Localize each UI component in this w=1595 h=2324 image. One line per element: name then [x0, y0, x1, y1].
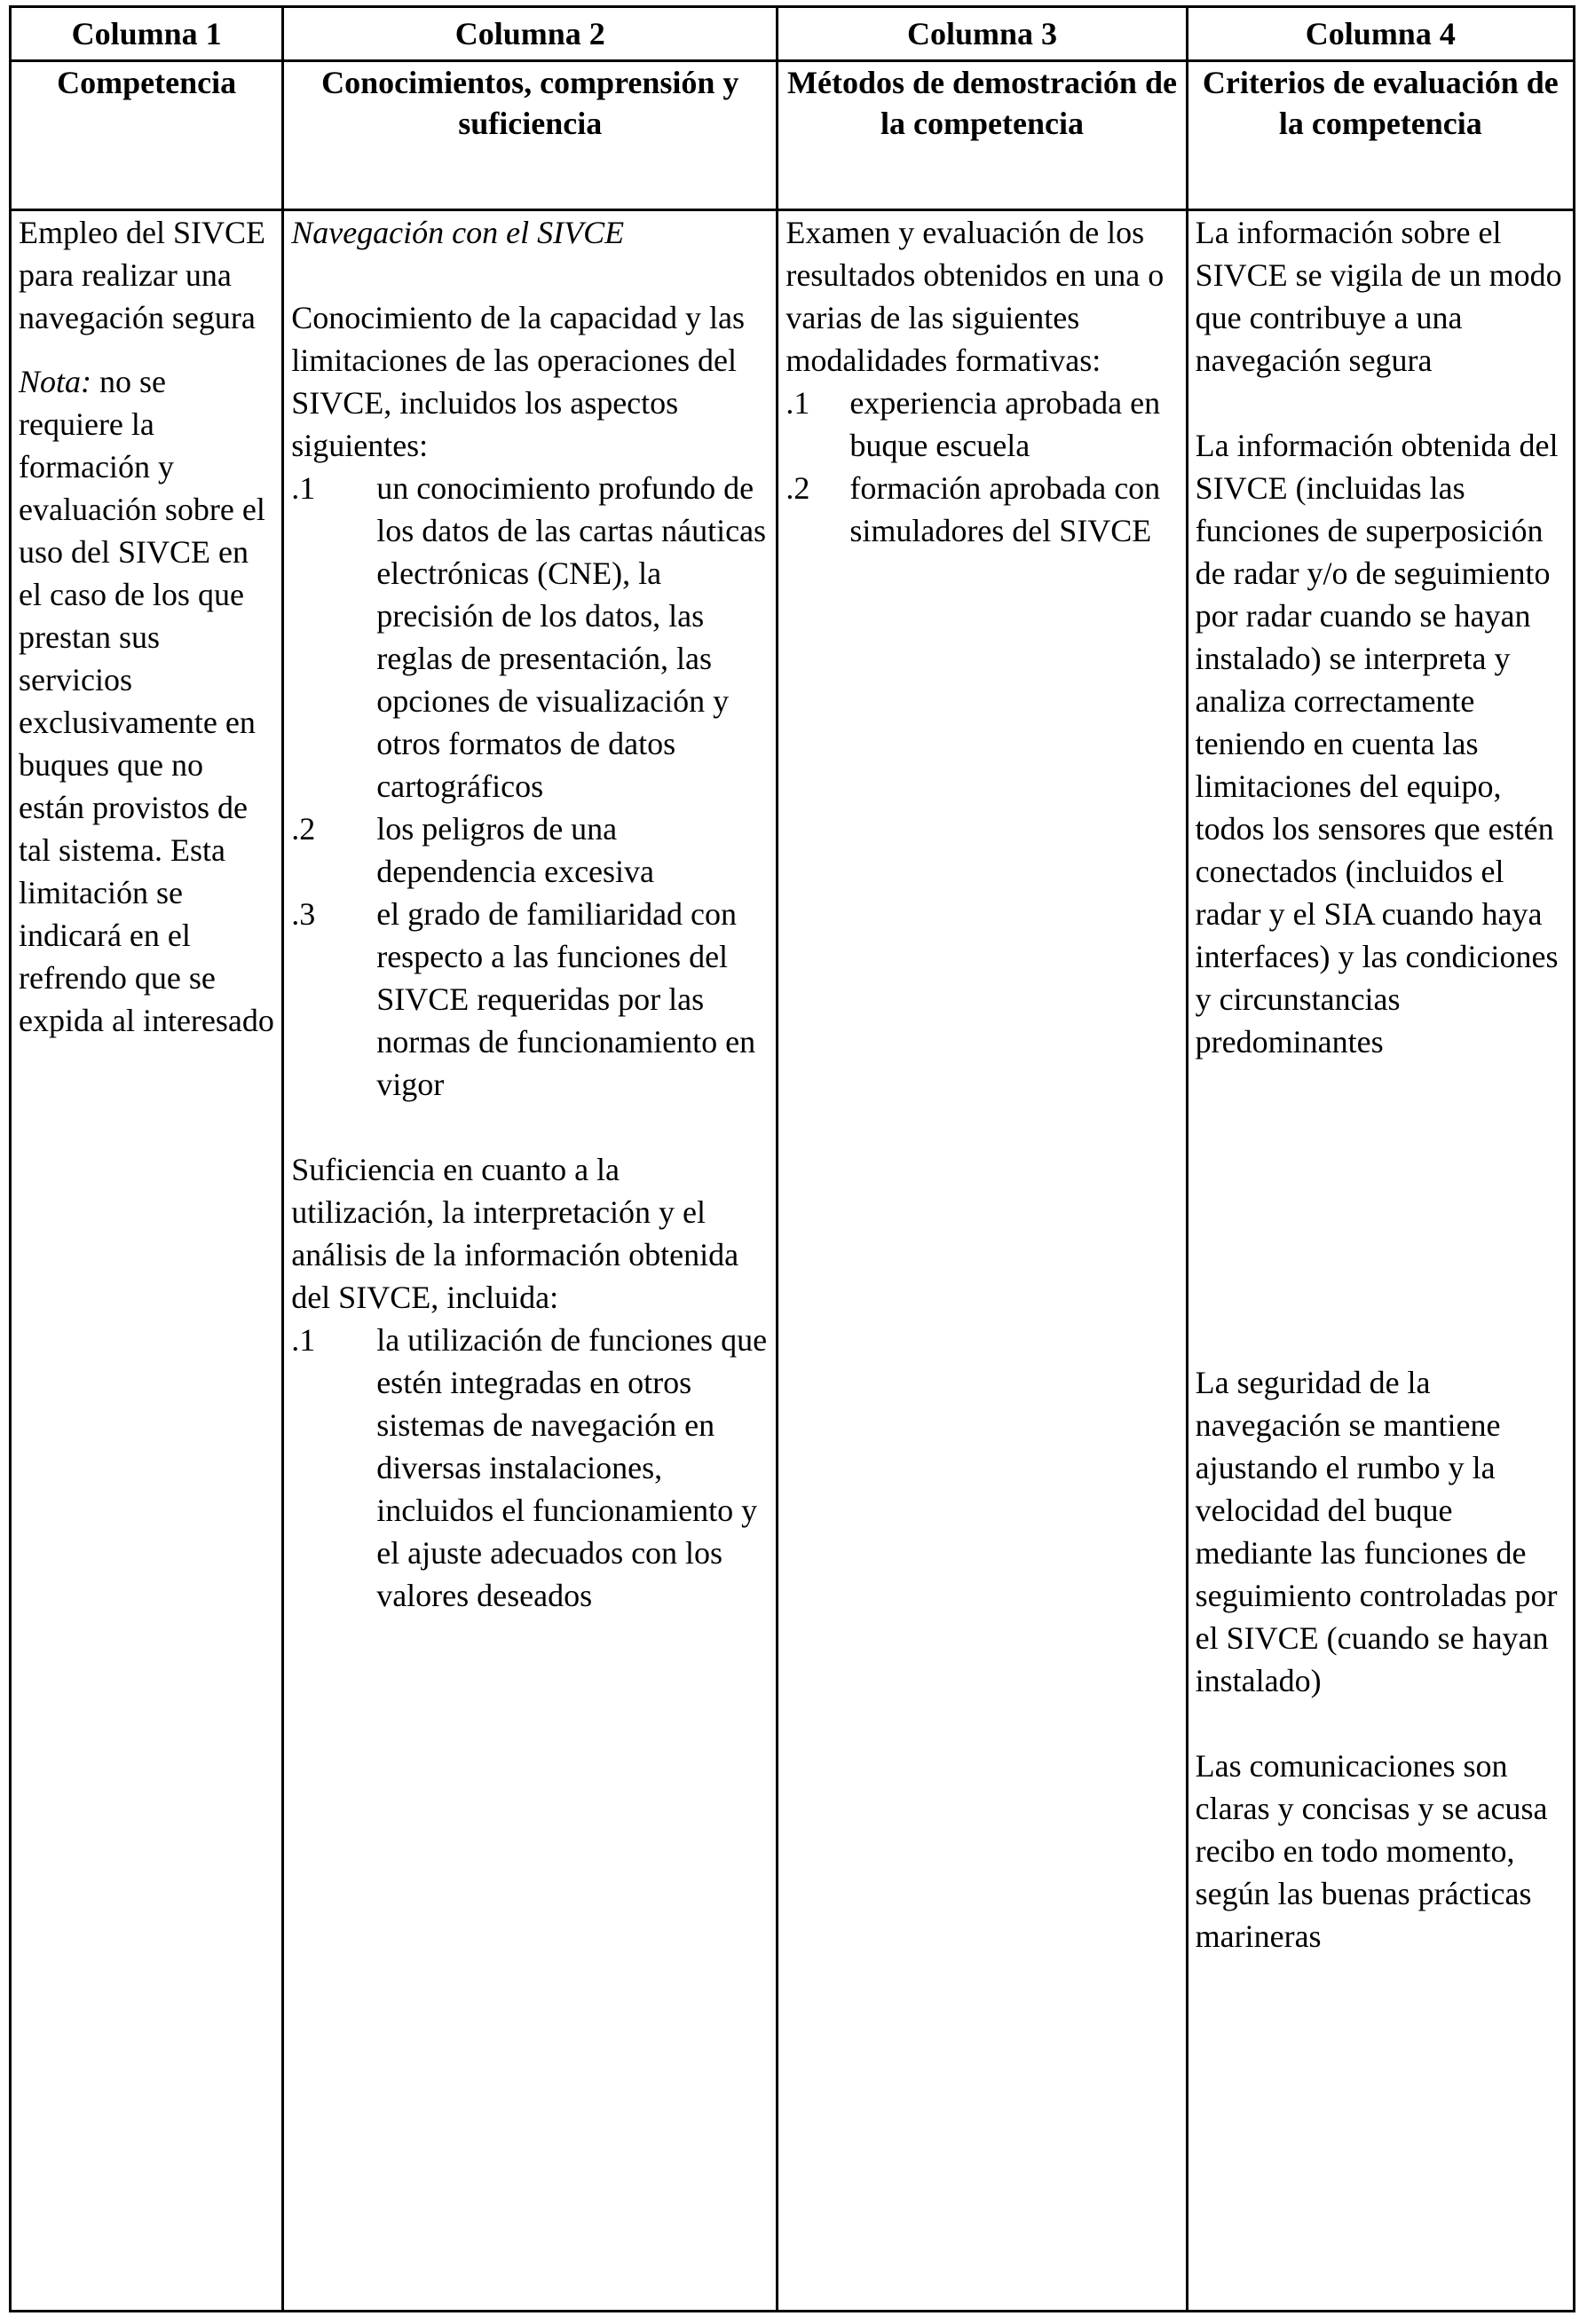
- knowledge-cell: [283, 210, 778, 2312]
- heading-conocimientos: Conocimientos, comprensión y suficiencia: [283, 61, 778, 210]
- item-number: .1: [291, 1322, 316, 1358]
- methods-item: [786, 467, 1178, 552]
- criteria-paragraph-3: La seguridad de la navegación se mantiene ajustando el rumbo y la velocidad del buque mediante las funciones de seguimiento controladas por el SIVCE (cuando se hayan instalado): [1195, 1365, 1558, 1698]
- knowledge-intro-1: Conocimiento de la capacidad y las limitaciones de las operaciones del SIVCE, incluidos los aspectos siguientes:: [291, 300, 746, 463]
- knowledge-intro-2: Suficiencia en cuanto a la utilización, la interpretación y el análisis de la información obtenida del SIVCE, incluida:: [291, 1152, 739, 1315]
- note-text: no se requiere la formación y evaluación sobre el uso del SIVCE en el caso de los que prestan sus servicios exclusivamente en buques que no están provistos de tal sistema. Esta limitación se indicará en el refrendo que se expida al interesado: [19, 364, 274, 1038]
- item-text: la utilización de funciones que estén integradas en otros sistemas de navegación en diversas instalaciones, incluidos el funcionamiento y el ajuste adecuados con los valores deseados: [376, 1322, 768, 1613]
- criteria-paragraph-1: La información sobre el SIVCE se vigila de un modo que contribuye a una navegación segura: [1195, 215, 1562, 378]
- criteria-paragraph-2: La información obtenida del SIVCE (incluidas las funciones de superposición de radar y/o de seguimiento por radar cuando se hayan instalado) se interpreta y analiza correctamente teniendo en cuenta las limitaciones del equipo, todos los sensores que estén conectados (incluidos el radar y el SIA cuando haya interfaces) y las condiciones y circunstancias predominantes: [1195, 428, 1559, 1060]
- item-text: los peligros de una dependencia excesiva: [376, 811, 655, 889]
- criteria-paragraph-4: Las comunicaciones son claras y concisas y se acusa recibo en todo momento, según las buenas prácticas marineras: [1195, 1748, 1548, 1954]
- knowledge-item: [291, 1319, 769, 1617]
- item-number: .2: [786, 470, 810, 506]
- heading-metodos: Métodos de demostración de la competencia: [778, 61, 1187, 210]
- item-number: .1: [291, 470, 316, 506]
- column-1-number: Columna 1: [11, 7, 283, 61]
- content-row: [11, 210, 1575, 2312]
- item-text: el grado de familiaridad con respecto a las funciones del SIVCE requeridas por las normas de funcionamiento en vigor: [376, 896, 756, 1102]
- heading-criterios: Criterios de evaluación de la competencia: [1187, 61, 1574, 210]
- criteria-cell: [1187, 210, 1574, 2312]
- item-number: .1: [786, 385, 810, 421]
- item-number: .2: [291, 811, 316, 847]
- item-text: formación aprobada con simuladores del SIVCE: [849, 470, 1161, 548]
- heading-competencia: Competencia: [11, 61, 283, 210]
- methods-item: [786, 382, 1178, 467]
- competence-cell: [11, 210, 283, 2312]
- methods-cell: [778, 210, 1187, 2312]
- competence-table: [9, 5, 1575, 2312]
- competence-text: Empleo del SIVCE para realizar una navegación segura: [19, 215, 265, 335]
- column-heading-row: [11, 61, 1575, 210]
- column-2-number: Columna 2: [283, 7, 778, 61]
- knowledge-item: [291, 807, 769, 893]
- column-4-number: Columna 4: [1187, 7, 1574, 61]
- knowledge-item: [291, 893, 769, 1106]
- knowledge-subtitle: Navegación con el SIVCE: [291, 215, 625, 250]
- item-number: .3: [291, 896, 316, 932]
- column-3-number: Columna 3: [778, 7, 1187, 61]
- knowledge-item: [291, 467, 769, 807]
- item-text: un conocimiento profundo de los datos de las cartas náuticas electrónicas (CNE), la precisión de los datos, las reglas de presentación, las opciones de visualización y otros formatos de datos cartográficos: [376, 470, 767, 804]
- note-paragraph: [19, 360, 274, 1042]
- methods-intro: Examen y evaluación de los resultados obtenidos en una o varias de las siguientes modalidades formativas:: [786, 215, 1165, 378]
- column-number-row: [11, 7, 1575, 61]
- note-label: Nota:: [19, 364, 92, 399]
- item-text: experiencia aprobada en buque escuela: [849, 385, 1161, 463]
